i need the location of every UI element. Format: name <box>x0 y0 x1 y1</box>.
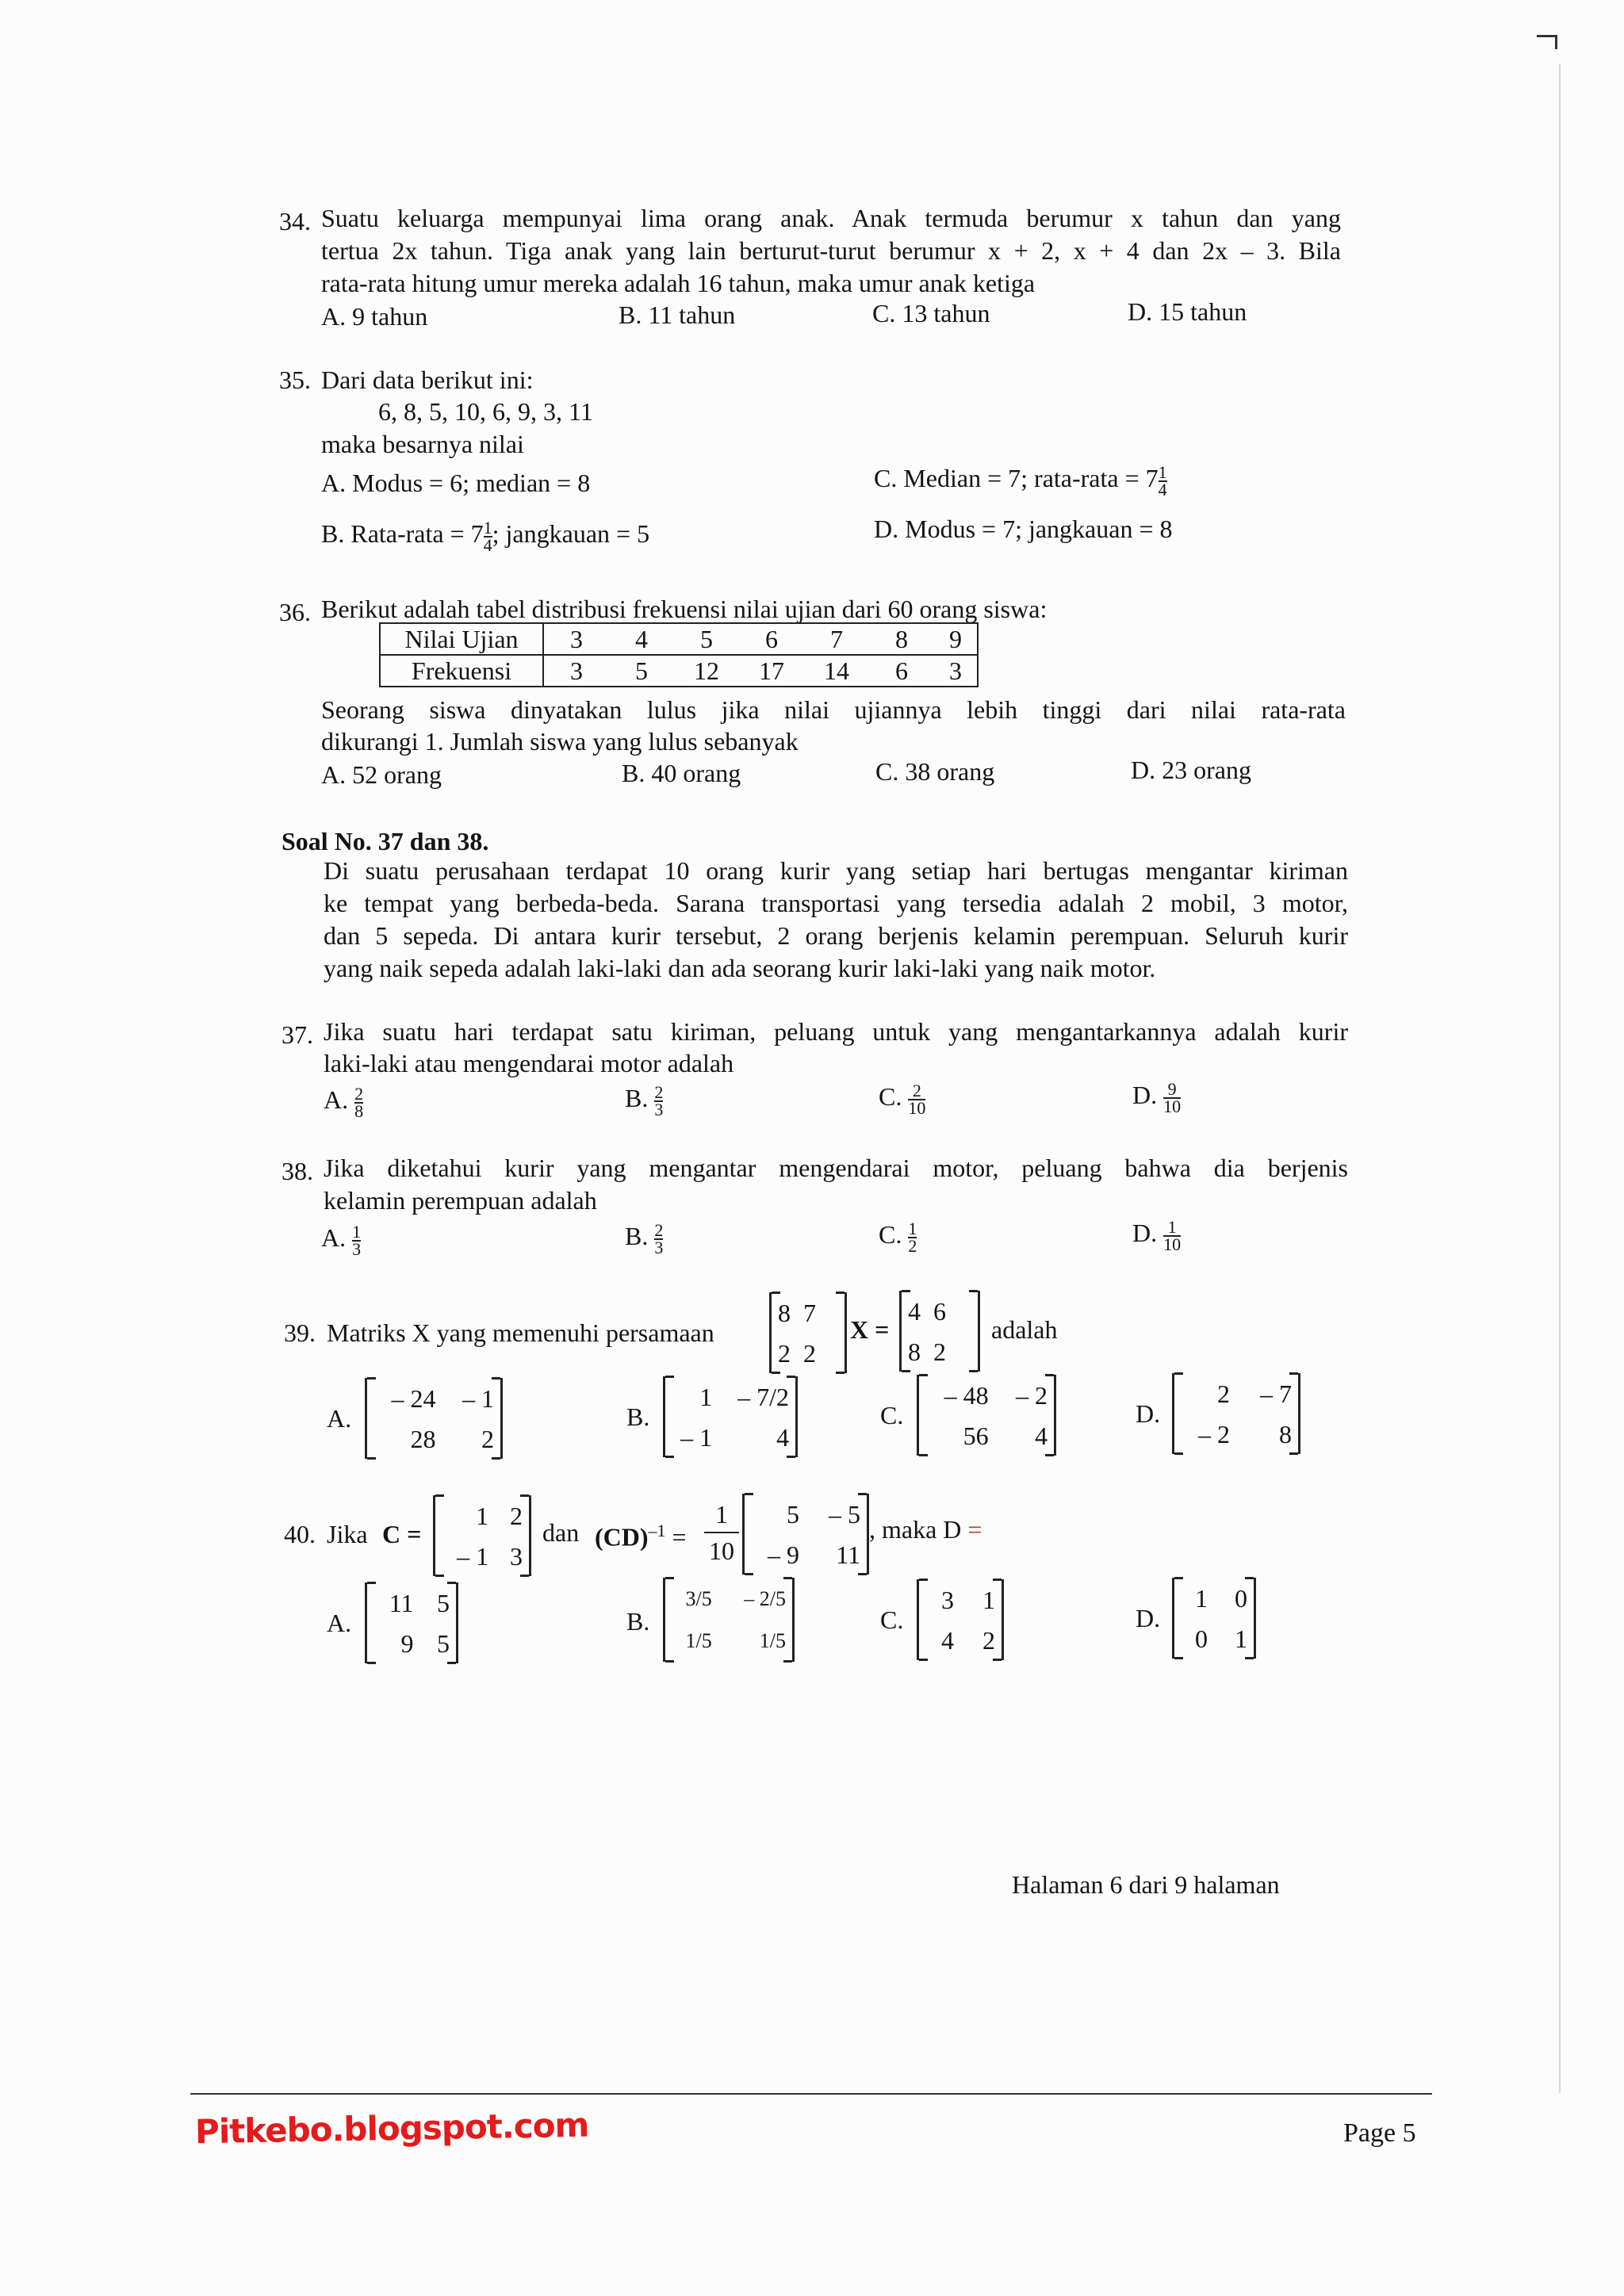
q35-option-c-text: C. Median = 7; rata-rata = 7 <box>874 464 1159 492</box>
matrix-cell: – 1 <box>457 1541 489 1571</box>
q35-option-c <box>874 461 1167 498</box>
q37-line-2: laki-laki atau mengendarai motor adalah <box>324 1049 734 1077</box>
q37-number: 37. <box>282 1020 313 1049</box>
matrix-cell: 11 <box>389 1588 414 1617</box>
matrix-cell: 8 <box>1279 1419 1292 1448</box>
q38-option-d <box>1132 1216 1181 1253</box>
matrix-cell: 2 <box>933 1337 946 1366</box>
matrix-cell: 9 <box>400 1628 414 1658</box>
frac-numerator: 1 <box>352 1221 362 1242</box>
q40-tail-text: , maka D <box>869 1515 962 1544</box>
table-cell: 6 <box>869 655 934 687</box>
matrix-cell: – 7 <box>1260 1379 1292 1408</box>
q36-option-d: D. 23 orang <box>1131 756 1251 784</box>
q36-number: 36. <box>279 598 311 626</box>
q40-c-label: C = <box>382 1520 422 1548</box>
page-number: Page 5 <box>1343 2118 1416 2148</box>
matrix-cell: 7 <box>803 1298 816 1327</box>
option-letter: C. <box>879 1082 902 1111</box>
option-letter: C. <box>879 1220 902 1249</box>
q35-option-d: D. Modus = 7; jangkauan = 8 <box>874 515 1173 543</box>
frac-denominator: 4 <box>1158 479 1167 499</box>
table-cell: 3 <box>934 655 978 687</box>
q34-line-3: rata-rata hitung umur mereka adalah 16 tahun, maka umur anak ketiga <box>321 269 1036 297</box>
table-cell: 4 <box>609 623 674 655</box>
matrix-cell: 4 <box>941 1625 954 1655</box>
matrix-cell: 3 <box>941 1585 954 1614</box>
frac-numerator: 1 <box>908 1218 917 1238</box>
option-fraction <box>1163 1216 1182 1254</box>
q39-option-d-matrix <box>1172 1373 1300 1454</box>
q37-option-b <box>625 1081 663 1118</box>
matrix-cell: 2 <box>803 1338 816 1368</box>
q36-line-3: dikurangi 1. Jumlah siswa yang lulus sebanyak <box>321 727 799 756</box>
q40-option-c-matrix <box>917 1579 1004 1660</box>
q40-text-pre: Jika <box>327 1520 368 1548</box>
q37-line-1: Jika suatu hari terdapat satu kiriman, peluang untuk yang mengantarkannya adalah kurir <box>324 1017 1348 1046</box>
q40-m-matrix <box>742 1494 869 1575</box>
table-cell: 17 <box>739 655 804 687</box>
q40-tail <box>869 1513 982 1546</box>
table-cell: 5 <box>609 655 674 687</box>
q38-option-b <box>625 1219 663 1256</box>
matrix-cell: 5 <box>437 1628 450 1658</box>
table-cell: 12 <box>674 655 739 687</box>
q40-c-matrix <box>433 1495 531 1576</box>
frac-denominator: 10 <box>908 1097 926 1118</box>
frac-numerator: 1 <box>1158 461 1167 482</box>
q35-option-a: A. Modus = 6; median = 8 <box>321 469 591 497</box>
q37-option-c <box>879 1080 925 1116</box>
q34-option-a: A. 9 tahun <box>321 302 428 331</box>
matrix-cell: 1 <box>476 1501 489 1530</box>
matrix-cell: 1/5 <box>759 1628 786 1652</box>
q35-option-b <box>321 517 649 553</box>
matrix-cell: 2 <box>510 1501 523 1530</box>
q39-option-c-letter: C. <box>880 1401 904 1429</box>
matrix-cell: 0 <box>1235 1583 1247 1613</box>
frac-denominator: 4 <box>483 534 492 555</box>
q39-option-b-letter: B. <box>626 1402 650 1431</box>
frac-numerator: 2 <box>908 1083 925 1100</box>
q36-line-2: Seorang siswa dinyatakan lulus jika nilai ujiannya lebih tinggi dari nilai rata-rata <box>321 695 1346 724</box>
soal-line-3: dan 5 sepeda. Di antara kurir tersebut, 2 orang berjenis kelamin perempuan. Seluruh kurir <box>324 921 1348 950</box>
q39-rhs-matrix <box>899 1291 980 1372</box>
matrix-cell: 4 <box>776 1422 789 1452</box>
matrix-cell: 5 <box>787 1499 799 1529</box>
matrix-cell: 11 <box>836 1540 860 1569</box>
table-cell: 8 <box>869 623 934 655</box>
table-cell: 3 <box>543 655 609 687</box>
frac-denominator: 10 <box>1163 1096 1182 1116</box>
matrix-cell: 4 <box>908 1296 921 1326</box>
q40-option-a-matrix <box>365 1582 458 1663</box>
table-cell: 9 <box>934 623 978 655</box>
table-header-cell: Nilai Ujian <box>380 623 543 655</box>
q37-option-a <box>324 1083 363 1119</box>
matrix-cell: 1 <box>1195 1583 1208 1613</box>
soal-line-1: Di suatu perusahaan terdapat 10 orang kurir yang setiap hari bertugas mengantar kiriman <box>324 856 1348 885</box>
option-fraction <box>654 1081 664 1119</box>
matrix-cell: – 48 <box>944 1380 989 1410</box>
q35-line-3: maka besarnya nilai <box>321 430 524 458</box>
q40-option-b-letter: B. <box>626 1607 650 1636</box>
matrix-cell: 2 <box>481 1424 494 1453</box>
matrix-cell: 1 <box>982 1585 995 1614</box>
matrix-cell: 2 <box>1217 1379 1230 1408</box>
option-fraction <box>354 1083 364 1121</box>
q35-data: 6, 8, 5, 10, 6, 9, 3, 11 <box>378 397 593 426</box>
q40-option-b-matrix <box>663 1578 795 1662</box>
option-fraction <box>352 1221 362 1259</box>
q34-option-c: C. 13 tahun <box>872 299 990 327</box>
option-letter: B. <box>625 1084 649 1112</box>
frac-denominator: 2 <box>908 1235 917 1256</box>
q34-line-2: tertua 2x tahun. Tiga anak yang lain berturut-turut berumur x + 2, x + 4 dan 2x – 3. Bila <box>321 236 1341 265</box>
q39-option-a-letter: A. <box>327 1404 352 1433</box>
q39-option-c-matrix <box>917 1375 1056 1456</box>
option-letter: A. <box>324 1085 349 1114</box>
q37-option-d <box>1132 1078 1181 1115</box>
option-fraction <box>654 1219 664 1257</box>
q40-option-a-letter: A. <box>327 1609 352 1637</box>
frac-numerator: 1 <box>704 1497 739 1533</box>
q39-text: Matriks X yang memenuhi persamaan <box>327 1318 714 1347</box>
frac-denominator: 10 <box>1163 1234 1182 1254</box>
table-header-cell: Frekuensi <box>380 655 543 687</box>
matrix-cell: 3/5 <box>685 1586 712 1610</box>
q35-option-c-fraction <box>1158 461 1167 499</box>
section-heading: Soal No. 37 dan 38. <box>282 827 489 855</box>
matrix-cell: 2 <box>778 1338 791 1368</box>
cd-equals: = <box>672 1522 687 1552</box>
matrix-cell: 6 <box>933 1296 946 1326</box>
q35-option-b-fraction <box>483 517 492 555</box>
option-fraction <box>908 1080 926 1118</box>
frequency-table <box>379 622 979 687</box>
matrix-cell: 28 <box>410 1424 436 1453</box>
q36-line-1: Berikut adalah tabel distribusi frekuensi nilai ujian dari 60 orang siswa: <box>321 595 1048 623</box>
matrix-cell: 1/5 <box>685 1628 712 1652</box>
q34-number: 34. <box>279 207 311 235</box>
q39-tail: adalah <box>991 1315 1058 1344</box>
matrix-cell: – 1 <box>680 1422 713 1452</box>
matrix-cell: 5 <box>437 1588 450 1617</box>
matrix-cell: – 2/5 <box>744 1586 786 1610</box>
q35-line-1: Dari data berikut ini: <box>321 365 534 394</box>
q34-line-1: Suatu keluarga mempunyai lima orang anak. Anak termuda berumur x tahun dan yang <box>321 204 1341 232</box>
blog-watermark: Pitkebo.blogspot.com <box>194 2105 589 2152</box>
table-row <box>380 623 978 655</box>
frac-denominator: 3 <box>654 1237 664 1257</box>
q39-number: 39. <box>284 1318 316 1347</box>
frac-denominator: 8 <box>354 1100 364 1121</box>
q39-option-d-letter: D. <box>1136 1399 1161 1428</box>
frac-denominator: 3 <box>654 1099 664 1119</box>
q34-option-b: B. 11 tahun <box>619 300 736 329</box>
option-letter: D. <box>1132 1081 1158 1109</box>
option-letter: A. <box>321 1223 347 1252</box>
q36-option-a: A. 52 orang <box>321 760 442 789</box>
q40-option-d-letter: D. <box>1136 1604 1161 1632</box>
matrix-cell: 1 <box>1235 1624 1247 1653</box>
q40-option-d-matrix <box>1172 1578 1256 1659</box>
matrix-cell: 56 <box>963 1421 989 1450</box>
q39-option-b-matrix <box>663 1376 798 1457</box>
cd-text: (CD) <box>595 1522 649 1552</box>
q35-option-b-text-tail: ; jangkauan = 5 <box>492 519 650 548</box>
table-cell: 5 <box>674 623 739 655</box>
matrix-cell: 8 <box>908 1337 921 1366</box>
q38-line-1: Jika diketahui kurir yang mengantar mengendarai motor, peluang bahwa dia berjenis <box>324 1154 1348 1182</box>
matrix-cell: 3 <box>510 1541 523 1571</box>
matrix-cell: – 5 <box>829 1499 860 1529</box>
table-cell: 3 <box>543 623 609 655</box>
matrix-cell: 8 <box>778 1298 791 1327</box>
q40-scalar-fraction <box>704 1497 739 1568</box>
frac-numerator: 1 <box>483 517 492 538</box>
q40-cd-label <box>595 1514 687 1554</box>
q36-option-b: B. 40 orang <box>622 759 741 787</box>
q39-lhs-matrix <box>769 1292 847 1373</box>
table-cell: 6 <box>739 623 804 655</box>
matrix-cell: – 1 <box>462 1383 494 1413</box>
frac-numerator: 2 <box>654 1219 664 1240</box>
matrix-cell: 4 <box>1035 1421 1048 1450</box>
frac-denominator: 3 <box>352 1238 362 1259</box>
halaman-footer: Halaman 6 dari 9 halaman <box>1012 1870 1280 1899</box>
q34-option-d: D. 15 tahun <box>1128 297 1247 326</box>
soal-line-4: yang naik sepeda adalah laki-laki dan ada seorang kurir laki-laki yang naik motor. <box>324 954 1156 982</box>
table-row <box>380 655 978 687</box>
q38-option-c <box>879 1218 917 1254</box>
matrix-cell: 2 <box>982 1625 995 1655</box>
footer-rule <box>190 2093 1432 2095</box>
matrix-cell: – 24 <box>391 1383 436 1413</box>
option-fraction <box>908 1218 917 1256</box>
q35-number: 35. <box>279 365 311 394</box>
frac-numerator: 9 <box>1163 1081 1181 1099</box>
option-letter: B. <box>625 1222 649 1250</box>
matrix-cell: – 7/2 <box>737 1382 789 1411</box>
matrix-cell: – 2 <box>1016 1380 1048 1410</box>
q38-number: 38. <box>282 1157 313 1185</box>
q40-number: 40. <box>284 1520 316 1548</box>
frac-numerator: 2 <box>354 1083 364 1104</box>
option-letter: D. <box>1132 1219 1158 1247</box>
cd-exponent: –1 <box>648 1521 666 1540</box>
frac-denominator: 10 <box>709 1536 734 1565</box>
scan-edge-line <box>1559 63 1561 2093</box>
matrix-cell: – 9 <box>768 1540 799 1569</box>
frac-numerator: 1 <box>1163 1219 1181 1237</box>
matrix-cell: 0 <box>1195 1624 1208 1653</box>
matrix-cell: 1 <box>699 1382 713 1411</box>
matrix-cell: – 2 <box>1198 1419 1230 1448</box>
q36-option-c: C. 38 orang <box>875 757 995 786</box>
q38-option-a <box>321 1221 361 1257</box>
soal-line-2: ke tempat yang berbeda-beda. Sarana transportasi yang tersedia adalah 2 mobil, 3 motor, <box>324 889 1348 917</box>
table-cell: 14 <box>804 655 869 687</box>
q39-option-a-matrix <box>365 1378 503 1459</box>
q35-option-b-text: B. Rata-rata = 7 <box>321 519 484 548</box>
q40-tail-equals: = <box>967 1515 982 1544</box>
q39-x-equals: X = <box>850 1315 890 1344</box>
q40-dan: dan <box>542 1518 580 1547</box>
option-fraction <box>1163 1078 1182 1116</box>
table-cell: 7 <box>804 623 869 655</box>
frac-numerator: 2 <box>654 1081 664 1102</box>
q40-option-c-letter: C. <box>880 1605 904 1634</box>
q38-line-2: kelamin perempuan adalah <box>324 1186 597 1215</box>
scan-corner-mark-tick <box>1555 35 1557 49</box>
